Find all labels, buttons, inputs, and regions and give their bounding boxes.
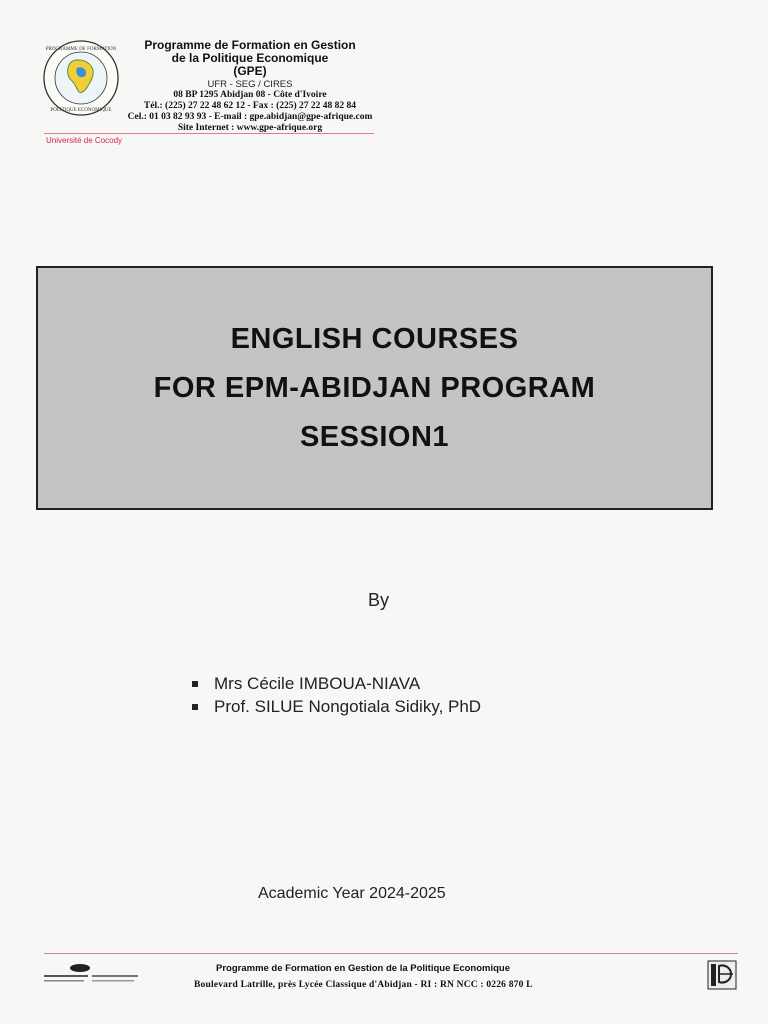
footer-divider <box>44 953 738 954</box>
authors-list <box>192 672 481 718</box>
author-name: Mrs Cécile IMBOUA-NIAVA <box>214 674 421 693</box>
website-line: Site Internet : www.gpe-afrique.org <box>177 123 323 133</box>
bullet-icon <box>192 681 198 687</box>
header-divider <box>44 133 374 134</box>
ufr-line: UFR - SEG / CIRES <box>207 79 293 90</box>
address-line: 08 BP 1295 Abidjan 08 - Côte d'Ivoire <box>173 90 327 100</box>
cel-email-line: Cel.: 01 03 82 93 93 - E-mail : gpe.abidjan@gpe-afrique.com <box>127 112 373 122</box>
academic-year: Academic Year 2024-2025 <box>258 885 446 902</box>
footer-org-name: Programme de Formation en Gestion de la Politique Economique <box>216 963 511 974</box>
university-label: Université de Cocody <box>46 136 123 145</box>
org-name-line2: de la Politique Economique <box>171 51 329 65</box>
header-organization-block <box>105 39 395 134</box>
title-line-1: ENGLISH COURSES <box>230 322 519 355</box>
by-label: By <box>368 590 390 610</box>
author-item <box>192 695 481 718</box>
footer-address: Boulevard Latrille, près Lycée Classique d'Abidjan - RI : RN NCC : 0226 870 L <box>194 980 533 990</box>
course-title-box <box>36 266 713 510</box>
institution-emblem-icon <box>707 960 737 990</box>
svg-text:POLITIQUE ECONOMIQUE: POLITIQUE ECONOMIQUE <box>50 108 112 113</box>
tel-fax-line: Tél.: (225) 27 22 48 62 12 - Fax : (225) 27 22 48 82 84 <box>143 101 357 111</box>
author-item <box>192 672 481 695</box>
author-name: Prof. SILUE Nongotiala Sidiky, PhD <box>214 697 482 716</box>
title-line-3: SESSION1 <box>299 420 450 453</box>
partner-logos <box>42 962 142 986</box>
org-abbreviation: (GPE) <box>233 64 267 78</box>
title-line-2: FOR EPM-ABIDJAN PROGRAM <box>153 371 596 404</box>
svg-text:PROGRAMME DE FORMATION: PROGRAMME DE FORMATION <box>45 47 117 52</box>
org-name-line1: Programme de Formation en Gestion <box>144 38 356 52</box>
bullet-icon <box>192 704 198 710</box>
